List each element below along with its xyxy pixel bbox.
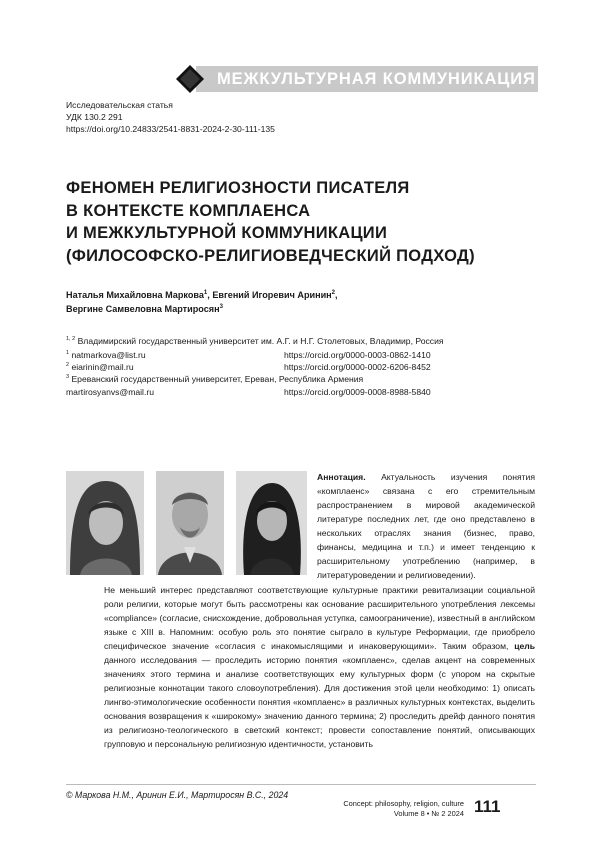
doi-link[interactable]: https://doi.org/10.24833/2541-8831-2024-2-30-111-135 bbox=[66, 124, 275, 134]
email-1[interactable]: $^1$ natmarkova@list.ru bbox=[66, 350, 146, 360]
affiliation-1-2: $^{1, 2}$ Владимирский государственный университет им. А.Г. и Н.Г. Столетовых, Владимир, Россия bbox=[66, 336, 444, 346]
author-photo-markova bbox=[66, 471, 144, 575]
abstract-column bbox=[317, 470, 535, 582]
article-title bbox=[66, 177, 536, 267]
affiliation-3: $^3$ Ереванский государственный университет, Ереван, Республика Армения bbox=[66, 374, 364, 384]
abstract-text: Не меньший интерес представляют соответствующие культурные практики ревитализации социальной роли религии, которые могут быть рассмотрены как основание расширительного употребления лексемы «compliance» (согласие, снисхождение, добровольная уступка, самоограничение), известный в английском языке с XIII в. Напомним: особую роль это понятие сыграло в культуре Реформации, где приобрело специфическое значение «согласия с инакомыслящими и инаковерующими». Таким образом, bbox=[104, 585, 535, 651]
udc-code: УДК 130.2 291 bbox=[66, 112, 123, 122]
author-photo-arinin bbox=[156, 471, 224, 575]
abstract-goal-keyword: цель bbox=[514, 641, 536, 651]
title-line: В КОНТЕКСТЕ КОМПЛАЕНСА bbox=[66, 201, 311, 220]
copyright-notice: © Маркова Н.М., Аринин Е.И., Мартиросян В.С., 2024 bbox=[66, 790, 289, 800]
abstract-label: Аннотация. bbox=[317, 472, 366, 482]
footer-divider bbox=[66, 784, 536, 785]
abstract-text-intro: Актуальность изучения понятия «комплаенс» связана с его стремительным распространением в мировой академической литературе последних лет, где оно представлено в нескольких отраслях знания (бизнес, право, финансы, медицина и т.п.) и имеет тенденцию к расширительному употреблению (например, в литературоведении и религиоведении). bbox=[317, 472, 535, 580]
diamond-icon bbox=[175, 64, 205, 94]
author-name: Евгений Игоревич Аринин bbox=[212, 290, 332, 301]
article-type: Исследовательская статья bbox=[66, 100, 173, 110]
author-photo-martirosyan bbox=[236, 471, 307, 575]
email-2[interactable]: $^2$ eiarinin@mail.ru bbox=[66, 362, 134, 372]
journal-info bbox=[300, 799, 464, 818]
abstract-text: данного исследования — проследить историю понятия «комплаенс», сделав акцент на современных значениях этого термина и анализе соответствующих ему культурных форм (с упором на скрытые религиозные коннотации такого словоупотребления). Для достижения этой цели необходимо: 1) описать лингво-этимологические особенности понятия «комплаенс» в различных культурных контекстах, выделить основания возвращения к «широкому» значению данного термина; 2) проследить дрейф данного понятия из религиозно-теологического в светский контекст; провести сопоставление понятий, описывающих групповую и персональную религиозную идентичности, установить bbox=[104, 655, 535, 749]
title-line: (ФИЛОСОФСКО-РЕЛИГИОВЕДЧЕСКИЙ ПОДХОД) bbox=[66, 246, 475, 265]
authors-line-2 bbox=[66, 304, 223, 314]
author-index: 2 bbox=[331, 290, 336, 296]
author-index: 1 bbox=[203, 290, 208, 296]
orcid-link-1[interactable]: https://orcid.org/0000-0003-0862-1410 bbox=[284, 350, 431, 360]
journal-volume: Volume 8 • № 2 2024 bbox=[393, 808, 464, 818]
abstract-body bbox=[104, 583, 535, 751]
author-index: 3 bbox=[219, 304, 223, 310]
journal-title: Concept: philosophy, religion, culture bbox=[343, 799, 464, 808]
email-3[interactable]: martirosyanvs@mail.ru bbox=[66, 387, 154, 397]
section-title: МЕЖКУЛЬТУРНАЯ КОММУНИКАЦИЯ bbox=[217, 70, 536, 88]
author-name: Наталья Михайловна Маркова bbox=[66, 290, 204, 301]
title-line: И МЕЖКУЛЬТУРНОЙ КОММУНИКАЦИИ bbox=[66, 224, 388, 242]
author-name: Вергине Самвеловна Мартиросян bbox=[66, 304, 220, 315]
authors-line-1: Наталья Михайловна Маркова$^1$, Евгений Игоревич Аринин$^2$, bbox=[66, 290, 338, 301]
page-number: 111 bbox=[474, 797, 501, 816]
orcid-link-3[interactable]: https://orcid.org/0009-0008-8988-5840 bbox=[284, 387, 431, 397]
title-line: ФЕНОМЕН РЕЛИГИОЗНОСТИ ПИСАТЕЛЯ bbox=[66, 179, 410, 197]
orcid-link-2[interactable]: https://orcid.org/0000-0002-6206-8452 bbox=[284, 362, 431, 372]
